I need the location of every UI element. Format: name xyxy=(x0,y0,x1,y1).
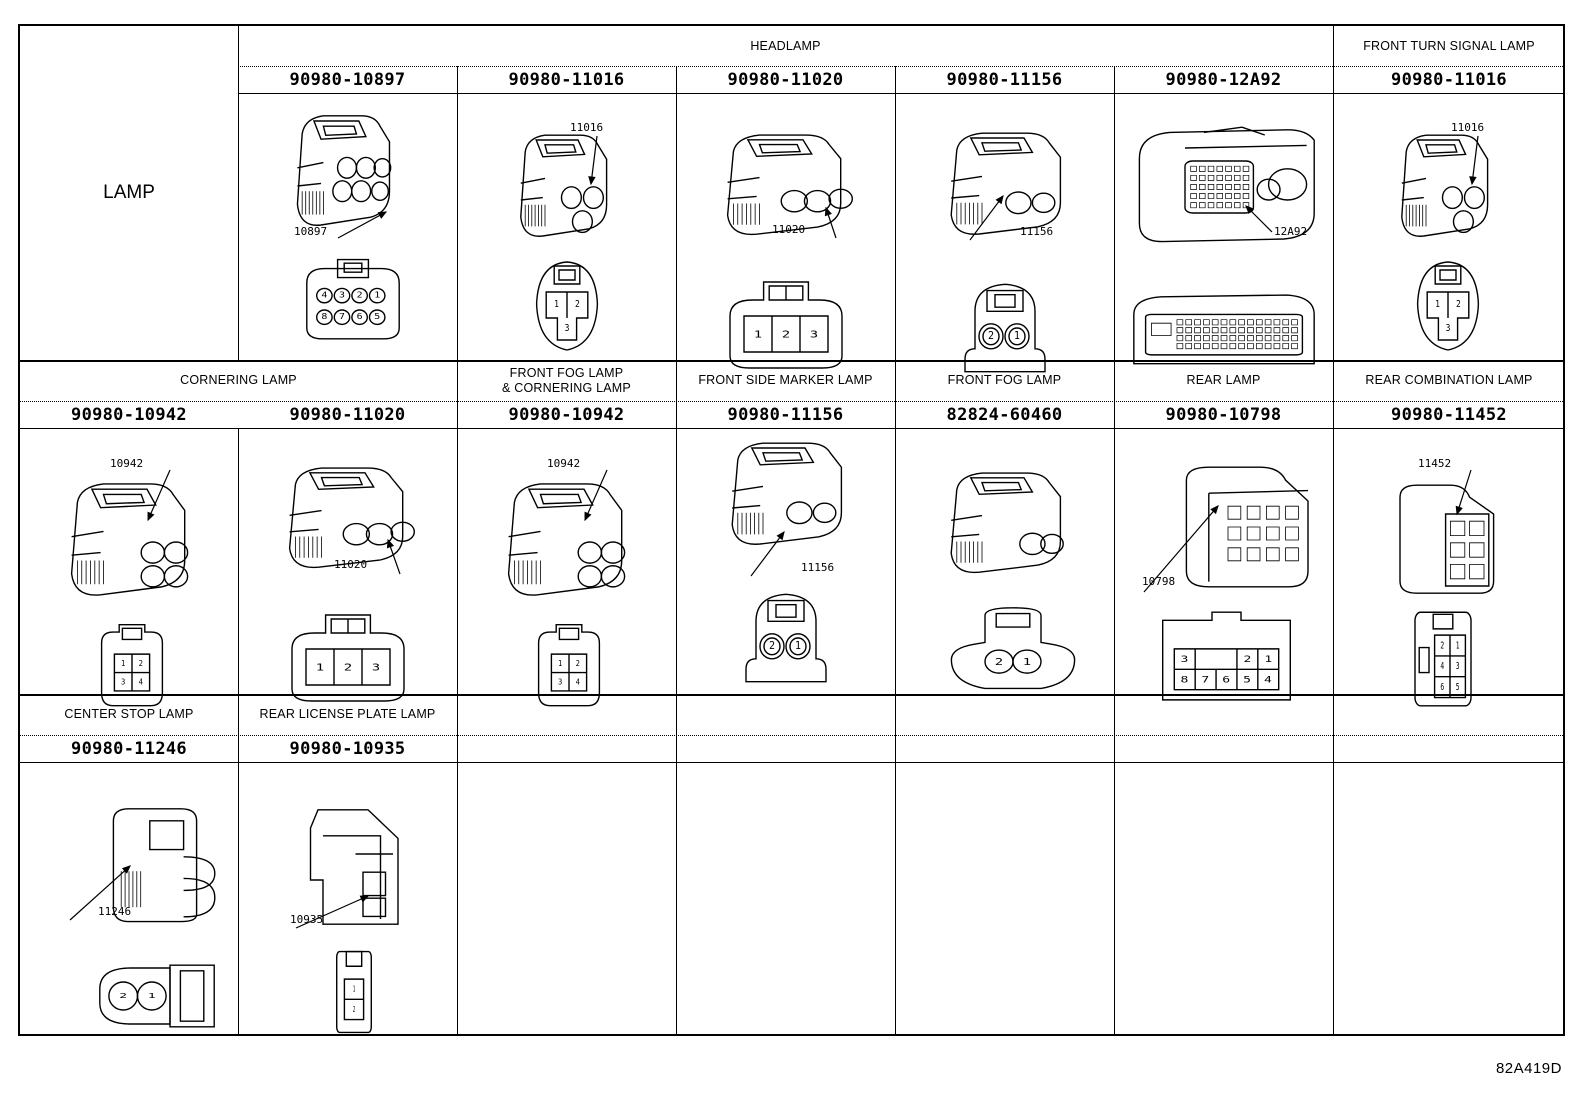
pin-number: 4 xyxy=(138,676,143,687)
group-header-line: & CORNERING LAMP xyxy=(502,380,631,395)
pin-number: 4 xyxy=(1264,674,1272,685)
leader-line-svg xyxy=(388,540,400,574)
connector-face-11156 xyxy=(955,276,1055,380)
pin-number: 1 xyxy=(374,291,381,301)
connector-face-10942 xyxy=(529,621,609,713)
connector-face-11020-svg xyxy=(716,276,856,376)
connector-iso-60460-svg xyxy=(940,466,1080,584)
leader-line-svg xyxy=(1246,206,1272,232)
pin-number: 1 xyxy=(1455,640,1460,651)
drawing-code: 82A419D xyxy=(1495,1060,1562,1077)
column-divider xyxy=(895,694,896,1036)
pin-number: 2 xyxy=(987,330,995,342)
pin-number: 2 xyxy=(138,658,143,669)
column-divider xyxy=(457,66,458,361)
callout-label: 11246 xyxy=(98,905,132,918)
callout-label: 10897 xyxy=(294,225,328,238)
connector-face-11020 xyxy=(278,609,418,709)
callout-label: 10935 xyxy=(290,913,324,926)
connector-face-11246 xyxy=(92,961,222,1031)
pin-number: 3 xyxy=(558,676,563,687)
part-number: 90980-11016 xyxy=(1391,69,1507,90)
part-number: 90980-10798 xyxy=(1165,404,1282,425)
connector-face-10798 xyxy=(1154,604,1299,706)
leader-line-svg xyxy=(338,212,386,238)
column-divider xyxy=(1333,694,1334,1036)
pin-number: 2 xyxy=(994,656,1004,668)
part-number: 90980-11016 xyxy=(508,69,625,90)
leader-line-svg xyxy=(591,136,597,184)
pin-number: 7 xyxy=(1201,674,1210,685)
leader-line xyxy=(338,212,386,238)
leader-line xyxy=(1144,506,1218,592)
pin-number: 3 xyxy=(1180,653,1189,665)
group-header-side-marker: FRONT SIDE MARKER LAMP xyxy=(698,373,873,387)
leader-line-svg xyxy=(1457,470,1471,514)
part-number: 90980-11020 xyxy=(289,404,406,425)
part-number: 90980-11452 xyxy=(1391,404,1507,425)
part-number: 82824-60460 xyxy=(946,404,1063,425)
callout-label: 11020 xyxy=(334,558,368,571)
leader-line xyxy=(388,540,400,574)
connector-face-11020 xyxy=(716,276,856,376)
pin-number: 6 xyxy=(356,312,363,322)
connector-face-12A92-svg xyxy=(1126,288,1322,376)
pin-number: 1 xyxy=(1013,330,1021,342)
leader-line-svg xyxy=(585,470,607,520)
callout-label: 10942 xyxy=(547,457,581,470)
callout-label: 11016 xyxy=(570,121,604,134)
pin-number: 1 xyxy=(794,640,802,652)
group-header-license-plate: REAR LICENSE PLATE LAMP xyxy=(259,707,436,721)
column-divider xyxy=(676,66,677,361)
leader-line-svg xyxy=(1472,136,1478,184)
pin-number: 1 xyxy=(1435,299,1441,311)
column-divider xyxy=(1114,694,1115,1036)
connector-iso-11016 xyxy=(512,128,622,248)
connector-face-10798-svg xyxy=(1154,604,1299,706)
pin-number: 1 xyxy=(558,658,563,669)
leader-line xyxy=(1246,206,1272,232)
connector-iso-11156 xyxy=(721,436,861,556)
pin-number: 1 xyxy=(1022,656,1032,668)
part-number: 90980-11020 xyxy=(727,69,844,90)
section-label: LAMP xyxy=(103,181,155,203)
pin-number: 3 xyxy=(121,676,126,687)
connector-iso-11156 xyxy=(940,126,1080,246)
leader-line-svg xyxy=(970,196,1003,240)
pin-number: 2 xyxy=(1455,299,1461,311)
connector-face-11020-svg xyxy=(278,609,418,709)
callout-label: 10942 xyxy=(110,457,144,470)
group-header-headlamp: HEADLAMP xyxy=(750,38,821,53)
pin-number: 8 xyxy=(321,312,328,322)
pin-number: 5 xyxy=(374,312,381,322)
connector-face-11016-svg xyxy=(527,256,607,356)
leader-line-svg xyxy=(826,208,836,238)
connector-face-60460-svg xyxy=(943,604,1083,700)
connector-chart xyxy=(18,24,1565,1036)
connector-iso-60460 xyxy=(940,466,1080,584)
pin-number: 6 xyxy=(1440,681,1445,693)
pin-number: 2 xyxy=(356,291,363,301)
pin-number: 2 xyxy=(781,328,791,340)
callout-label: 11020 xyxy=(772,223,806,236)
column-divider xyxy=(676,694,677,1036)
pin-number: 2 xyxy=(343,661,353,673)
pin-number: 2 xyxy=(574,299,580,311)
pin-number: 5 xyxy=(1455,681,1460,693)
callout-label: 11156 xyxy=(801,561,835,574)
partno-divider xyxy=(238,93,1565,94)
pin-number: 4 xyxy=(1440,661,1445,672)
pin-number: 2 xyxy=(768,640,776,652)
pin-number: 8 xyxy=(1180,674,1189,685)
group-header-line: FRONT FOG LAMP xyxy=(509,365,624,380)
connector-iso-11016-svg xyxy=(1393,128,1503,248)
leader-line xyxy=(70,866,130,920)
group-header-fog-cornering xyxy=(457,360,676,401)
column-divider xyxy=(1114,66,1115,361)
pin-number: 1 xyxy=(315,661,325,673)
callout-label: 11016 xyxy=(1451,121,1485,134)
connector-iso-10942 xyxy=(60,476,205,608)
connector-face-11016 xyxy=(1408,256,1488,356)
connector-iso-11452 xyxy=(1388,478,1508,598)
column-divider xyxy=(457,694,458,1036)
part-number: 90980-12A92 xyxy=(1165,69,1282,90)
group-header-front-fog: FRONT FOG LAMP xyxy=(947,373,1062,387)
connector-iso-10942 xyxy=(497,476,642,608)
group-header-front-turn-signal: FRONT TURN SIGNAL LAMP xyxy=(1363,38,1535,53)
leader-line-svg xyxy=(751,532,784,576)
pin-number: 1 xyxy=(554,299,560,311)
leader-line xyxy=(1472,136,1478,184)
column-divider xyxy=(895,66,896,361)
callout-label: 11156 xyxy=(1020,225,1054,238)
pin-number: 3 xyxy=(339,291,345,301)
pin-number: 3 xyxy=(809,328,819,340)
leader-line-svg xyxy=(296,896,368,928)
leader-line xyxy=(585,470,607,520)
pin-number: 2 xyxy=(1440,640,1445,651)
pin-number: 4 xyxy=(321,291,328,301)
leader-line-svg xyxy=(1144,506,1218,592)
part-number: 90980-10942 xyxy=(508,404,625,425)
connector-face-11452-svg xyxy=(1408,606,1478,710)
connector-face-11452 xyxy=(1408,606,1478,710)
pin-number: 7 xyxy=(339,312,345,322)
pin-number: 2 xyxy=(119,991,128,1001)
group-header-rear: REAR LAMP xyxy=(1186,373,1261,387)
callout-label: 10798 xyxy=(1142,575,1176,588)
column-divider xyxy=(238,428,239,695)
pin-number: 1 xyxy=(147,991,156,1001)
pin-number: 1 xyxy=(121,658,126,669)
pin-number: 1 xyxy=(753,328,763,340)
connector-iso-11016 xyxy=(1393,128,1503,248)
part-number: 90980-10942 xyxy=(71,404,187,425)
connector-face-11156 xyxy=(736,586,836,690)
connector-iso-10942-svg xyxy=(60,476,205,608)
connector-face-11016 xyxy=(527,256,607,356)
connector-iso-11016-svg xyxy=(512,128,622,248)
connector-face-11156-svg xyxy=(736,586,836,690)
group-header-rear-combination: REAR COMBINATION LAMP xyxy=(1365,373,1533,387)
leader-line xyxy=(970,196,1003,240)
part-number: 90980-10935 xyxy=(289,738,406,759)
connector-face-10935-svg xyxy=(330,946,378,1038)
pin-number: 1 xyxy=(1264,653,1273,665)
group-header-cornering: CORNERING LAMP xyxy=(180,373,297,387)
pin-number: 2 xyxy=(352,1004,356,1015)
leader-line xyxy=(1457,470,1471,514)
connector-face-11246-svg xyxy=(92,961,222,1031)
pin-number: 6 xyxy=(1222,674,1231,685)
pin-number: 1 xyxy=(352,984,356,995)
leader-line xyxy=(591,136,597,184)
connector-iso-11156-svg xyxy=(940,126,1080,246)
part-number: 90980-11156 xyxy=(727,404,844,425)
callout-label: 12A92 xyxy=(1274,225,1308,238)
connector-face-11016-svg xyxy=(1408,256,1488,356)
pin-number: 5 xyxy=(1243,674,1252,685)
pin-number: 2 xyxy=(575,658,580,669)
connector-face-12A92 xyxy=(1126,288,1322,376)
connector-face-10942-svg xyxy=(529,621,609,713)
connector-iso-11452-svg xyxy=(1388,478,1508,598)
part-number: 90980-10897 xyxy=(289,69,406,90)
leader-line xyxy=(148,470,170,520)
connector-face-10935 xyxy=(330,946,378,1038)
callout-label: 11452 xyxy=(1418,457,1452,470)
connector-iso-10942-svg xyxy=(497,476,642,608)
pin-number: 3 xyxy=(564,323,570,335)
leader-line-svg xyxy=(70,866,130,920)
connector-face-60460 xyxy=(943,604,1083,700)
connector-face-10897-svg xyxy=(298,256,408,346)
leader-line-svg xyxy=(148,470,170,520)
connector-face-10897 xyxy=(298,256,408,346)
connector-face-10942 xyxy=(92,621,172,713)
connector-face-11156-svg xyxy=(955,276,1055,380)
leader-line xyxy=(826,208,836,238)
pin-number: 3 xyxy=(1455,661,1460,672)
part-number: 90980-11156 xyxy=(946,69,1063,90)
pin-number: 3 xyxy=(371,661,381,673)
pin-number: 4 xyxy=(575,676,580,687)
connector-face-10942-svg xyxy=(92,621,172,713)
leader-line xyxy=(296,896,368,928)
part-number: 90980-11246 xyxy=(71,738,187,759)
pin-number: 2 xyxy=(1243,653,1252,665)
leader-line xyxy=(751,532,784,576)
pin-number: 3 xyxy=(1445,323,1451,335)
connector-iso-11156-svg xyxy=(721,436,861,556)
group-header-center-stop: CENTER STOP LAMP xyxy=(64,707,194,721)
